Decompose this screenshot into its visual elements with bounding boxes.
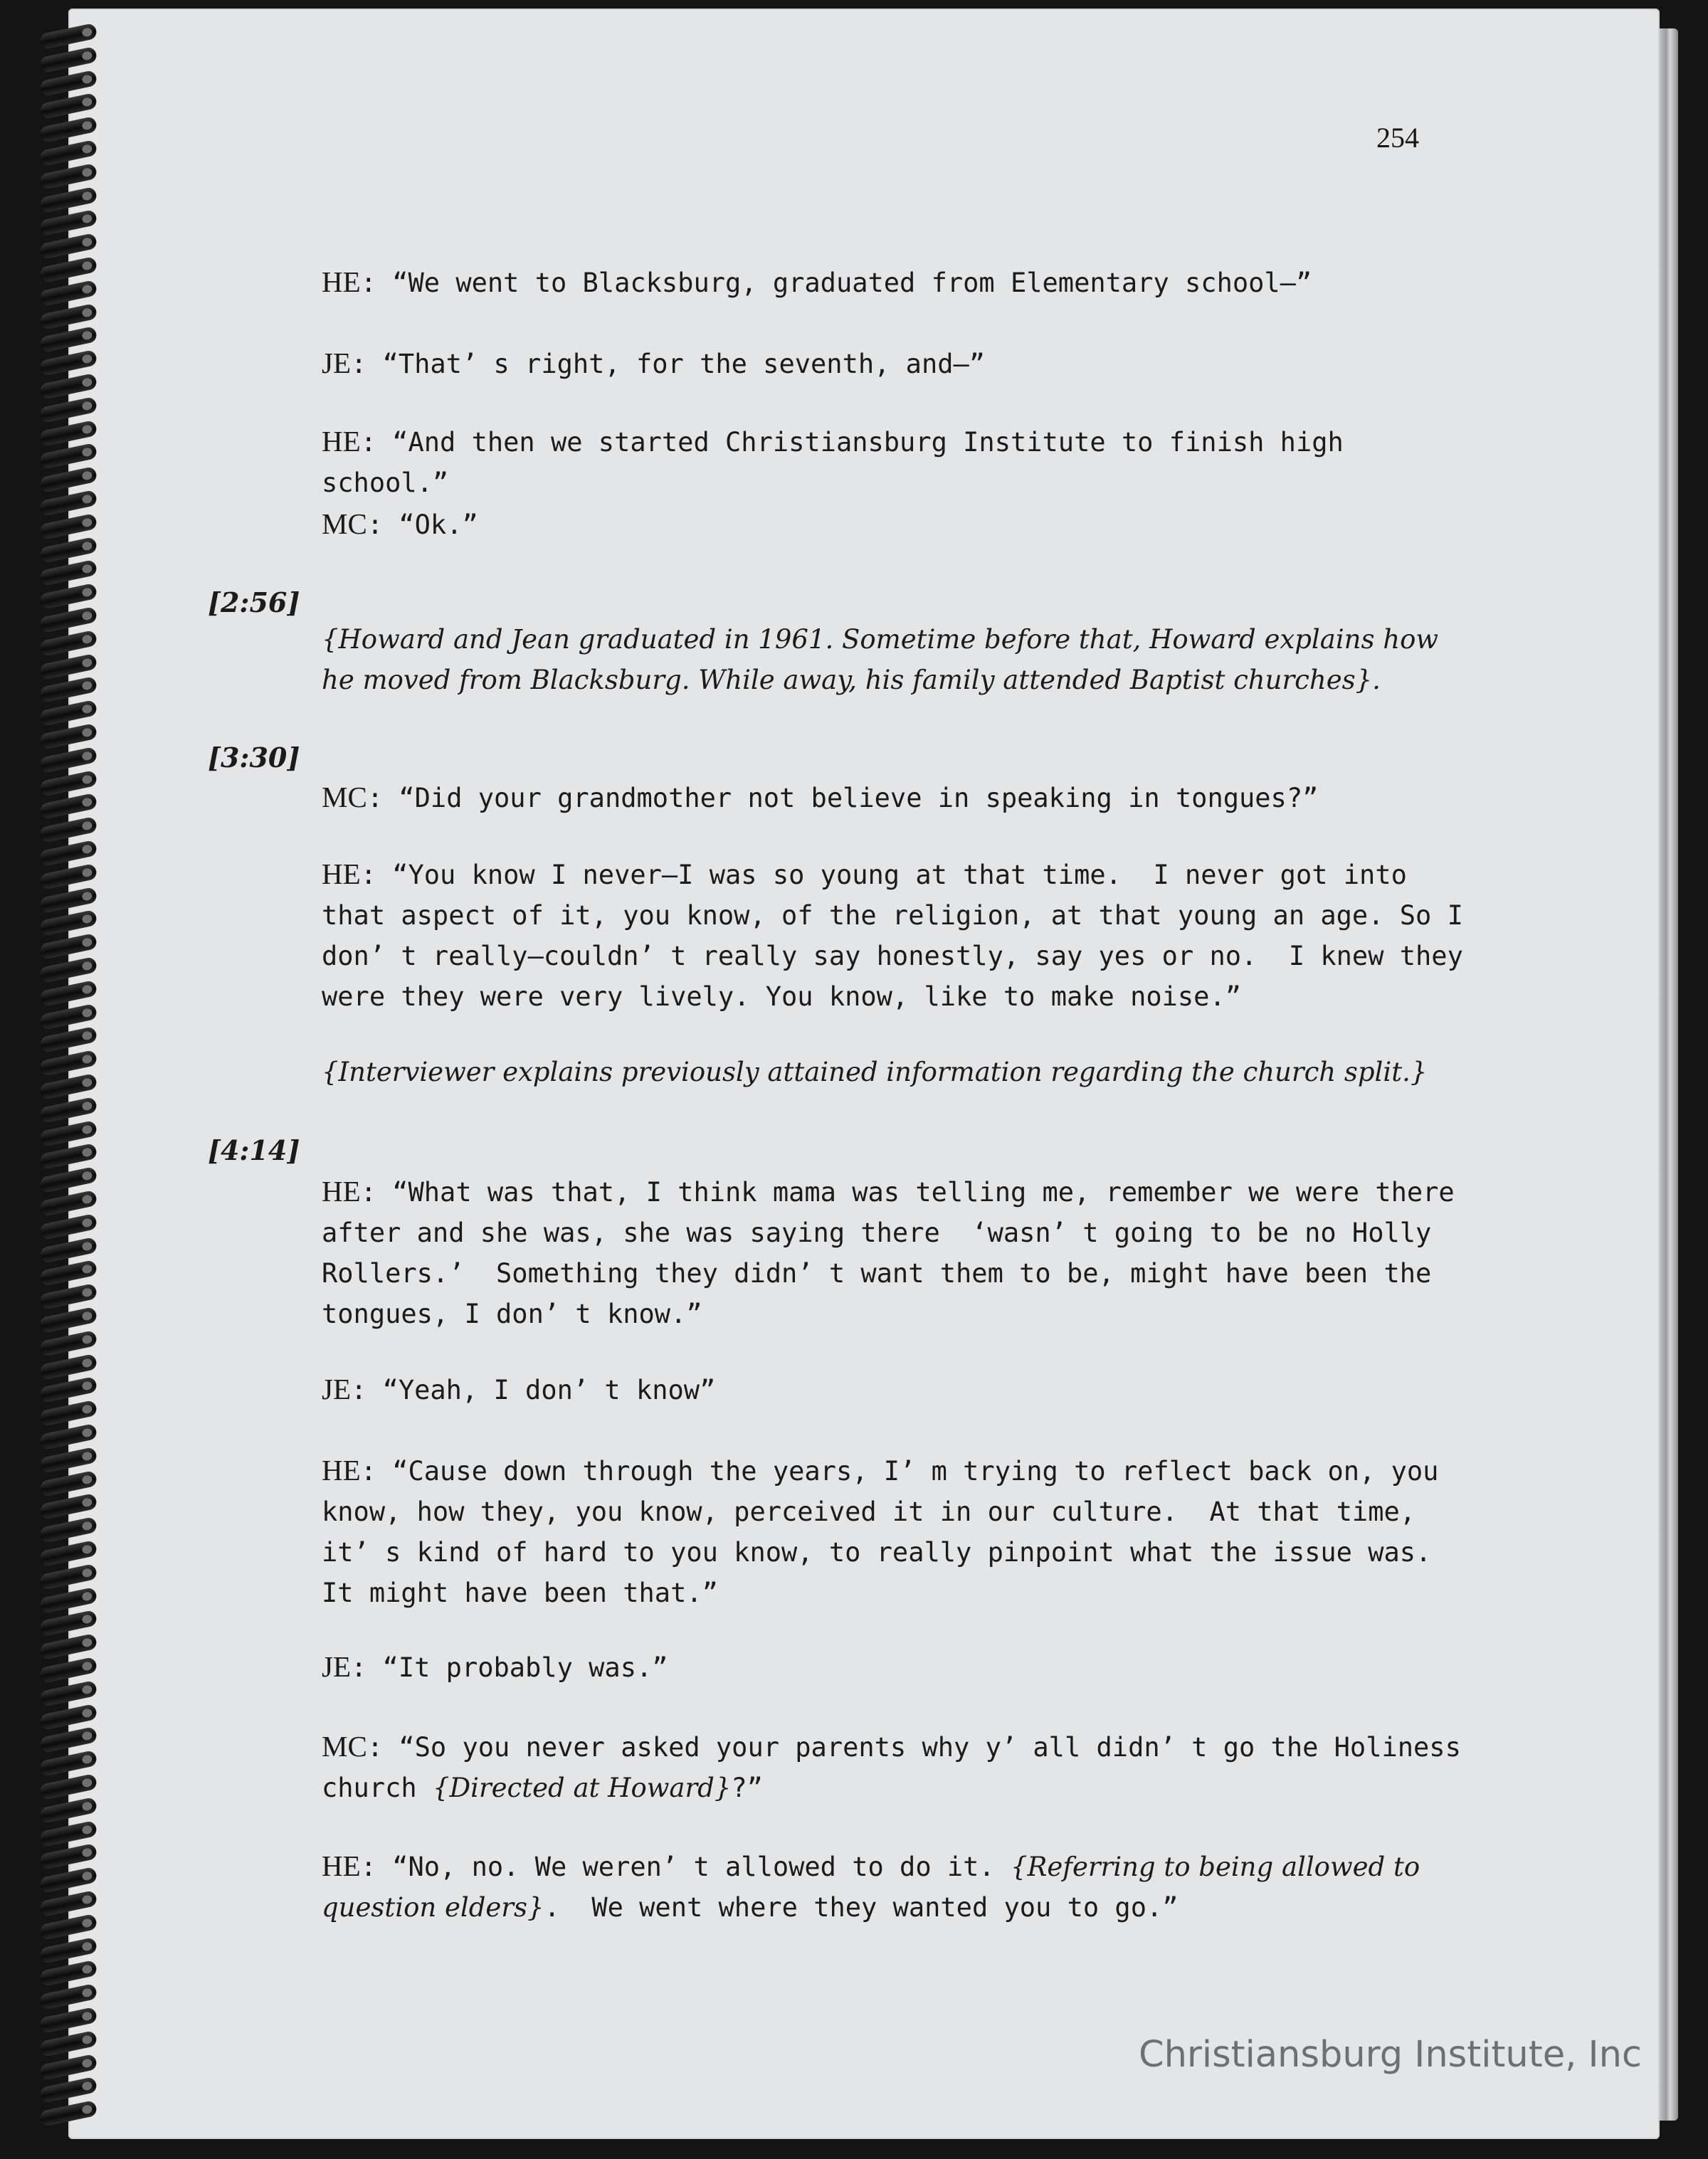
utterance: “Ok.” — [399, 510, 478, 540]
line-6: HE: “You know I never—I was so young at that time. I never got into that aspect of it, you know, of the religion, at that young an age. So I don’ t really—couldn’ t really say honestly, say yes or no. I knew they were they were very lively. You know, like to make noise.” — [322, 857, 1480, 1012]
spiral-coil — [39, 1353, 98, 1381]
spiral-coil — [39, 1003, 98, 1030]
spiral-coil — [39, 700, 98, 727]
spiral-coil — [39, 1026, 98, 1053]
spiral-coil — [39, 303, 98, 330]
utterance: “No, no. We weren’ t allowed to do it. — [392, 1852, 1011, 1882]
utterance: “What was that, I think mama was telling me, remember we were there after and she was, she was saying there ‘wasn’ t going to be no Holly Rollers.’ Something they didn’ t want them to be, might have been the tongues, I don’ t know.” — [322, 1177, 1470, 1329]
line-10: JE: “It probably was.” — [322, 1650, 668, 1683]
spiral-coil — [39, 1330, 98, 1357]
speaker: HE — [322, 265, 361, 298]
speaker: HE — [322, 425, 361, 458]
spiral-binding — [40, 28, 104, 2149]
spiral-coil — [39, 1073, 98, 1100]
speaker: MC — [322, 781, 367, 813]
spiral-coil — [39, 1097, 98, 1124]
spiral-coil — [39, 209, 98, 236]
spiral-coil — [39, 1726, 98, 1753]
spiral-coil — [39, 1820, 98, 1847]
spiral-coil — [39, 630, 98, 657]
utterance: “We went to Blacksburg, graduated from Elementary school—” — [392, 268, 1312, 298]
spiral-coil — [39, 909, 98, 936]
utterance: “It probably was.” — [382, 1652, 668, 1683]
speaker: JE — [322, 1650, 351, 1683]
spiral-coil — [39, 1190, 98, 1217]
spiral-coil — [39, 46, 98, 73]
spiral-coil — [39, 2100, 98, 2127]
spiral-coil — [39, 326, 98, 353]
utterance: “That’ s right, for the seventh, and—” — [382, 349, 986, 379]
spiral-coil — [39, 559, 98, 586]
line-2: JE: “That’ s right, for the seventh, and—” — [322, 347, 986, 379]
speaker: HE — [322, 857, 361, 890]
spiral-coil — [39, 513, 98, 540]
line-5: MC: “Did your grandmother not believe in speaking in tongues?” — [322, 781, 1319, 813]
spiral-coil — [39, 1890, 98, 1917]
spiral-coil — [39, 770, 98, 797]
spiral-coil — [39, 676, 98, 703]
speaker: HE — [322, 1849, 361, 1882]
spiral-coil — [39, 2054, 98, 2081]
spiral-coil — [39, 1120, 98, 1147]
line-12: HE: “No, no. We weren’ t allowed to do it. {Referring to being allowed to question elders}. We went where they wanted you to go.” — [322, 1849, 1428, 1923]
spiral-coil — [39, 1680, 98, 1707]
speaker: JE — [322, 347, 351, 379]
spiral-coil — [39, 863, 98, 890]
line-8: JE: “Yeah, I don’ t know” — [322, 1373, 716, 1405]
spiral-coil — [39, 443, 98, 470]
spiral-coil — [39, 746, 98, 774]
spiral-coil — [39, 2007, 98, 2034]
spiral-coil — [39, 1423, 98, 1450]
line-9: HE: “Cause down through the years, I’ m trying to reflect back on, you know, how they, you know, perceived it in our culture. At that time, it’ s kind of hard to you know, to really pinpoint what the issue was. It might have been that.” — [322, 1454, 1463, 1608]
spiral-coil — [39, 163, 98, 190]
spiral-coil — [39, 1237, 98, 1264]
spiral-coil — [39, 256, 98, 283]
spiral-coil — [39, 793, 98, 820]
speaker: MC — [322, 507, 367, 540]
line-3: HE: “And then we started Christiansburg Institute to finish high school.” — [322, 425, 1360, 498]
spiral-coil — [39, 2076, 98, 2103]
spiral-coil — [39, 1516, 98, 1543]
timestamp-3: [4:14] — [208, 1134, 300, 1166]
spiral-coil — [39, 1283, 98, 1310]
speaker: HE — [322, 1175, 361, 1208]
speaker: MC — [322, 1730, 367, 1763]
speaker: HE — [322, 1454, 361, 1487]
timestamp-2: [3:30] — [208, 741, 300, 774]
page-number: 254 — [1376, 122, 1419, 154]
line-7: HE: “What was that, I think mama was telling me, remember we were there after and she was, she was saying there ‘wasn’ t going to be no Holly Rollers.’ Something they didn’ t want them to be, might have been the tongues, I don’ t know.” — [322, 1175, 1470, 1329]
utterance: “Cause down through the years, I’ m trying to reflect back on, you know, how they, you know, perceived it in our culture. At that time, it’ s kind of hard to you know, to really pinpoint what the issue was. It might have been that.” — [322, 1456, 1463, 1608]
stage-direction: {Referring to being allowed to question elders} — [322, 1852, 1428, 1923]
spiral-coil — [39, 116, 98, 143]
utterance: “You know I never—I was so young at that time. I never got into that aspect of it, you know, of the religion, at that young an age. So I don’ t really—couldn’ t really say honestly, say yes or no. I knew they were they were very lively. You know, like to make noise.” — [322, 860, 1480, 1012]
spiral-coil — [39, 1166, 98, 1193]
spiral-coil — [39, 186, 98, 213]
spiral-coil — [39, 1143, 98, 1170]
spiral-coil — [39, 1376, 98, 1403]
line-11: MC: “So you never asked your parents why y’ all didn’ t go the Holiness church {Directed at Howard}?” — [322, 1730, 1477, 1803]
spiral-coil — [39, 349, 98, 376]
spiral-coil — [39, 1867, 98, 1894]
utterance: “So you never asked your parents why y’ all didn’ t go the Holiness church — [322, 1732, 1477, 1803]
page-stack-edge — [1658, 28, 1678, 2121]
spiral-coil — [39, 816, 98, 843]
stage-direction: {Directed at Howard} — [432, 1773, 732, 1803]
spiral-coil — [39, 2030, 98, 2057]
timestamp-1: [2:56] — [208, 586, 300, 618]
spiral-coil — [39, 980, 98, 1007]
utterance: “And then we started Christiansburg Institute to finish high school.” — [322, 427, 1360, 498]
spiral-coil — [39, 1983, 98, 2010]
spiral-coil — [39, 1657, 98, 1684]
spiral-coil — [39, 1797, 98, 1824]
spiral-coil — [39, 70, 98, 97]
spiral-coil — [39, 840, 98, 867]
spiral-coil — [39, 1960, 98, 1987]
spiral-coil — [39, 1493, 98, 1520]
spiral-coil — [39, 396, 98, 423]
line-1: HE: “We went to Blacksburg, graduated from Elementary school—” — [322, 265, 1312, 298]
spiral-coil — [39, 1400, 98, 1427]
spiral-coil — [39, 583, 98, 610]
spiral-coil — [39, 1610, 98, 1637]
spiral-coil — [39, 1937, 98, 1964]
spiral-coil — [39, 233, 98, 260]
spiral-coil — [39, 1633, 98, 1660]
spiral-coil — [39, 1260, 98, 1287]
spiral-coil — [39, 1470, 98, 1497]
spiral-coil — [39, 1773, 98, 1800]
line-4: MC: “Ok.” — [322, 507, 478, 540]
spiral-coil — [39, 606, 98, 633]
spiral-coil — [39, 466, 98, 493]
spiral-coil — [39, 1843, 98, 1870]
spiral-coil — [39, 139, 98, 167]
spiral-coil — [39, 93, 98, 120]
speaker: JE — [322, 1373, 351, 1405]
spiral-coil — [39, 537, 98, 564]
spiral-coil — [39, 1307, 98, 1334]
spiral-coil — [39, 723, 98, 750]
spiral-coil — [39, 1050, 98, 1077]
utterance: “Did your grandmother not believe in speaking in tongues?” — [399, 783, 1319, 813]
spiral-coil — [39, 420, 98, 447]
utterance: “Yeah, I don’ t know” — [382, 1375, 716, 1405]
spiral-coil — [39, 956, 98, 983]
spiral-coil — [39, 373, 98, 400]
spiral-coil — [39, 280, 98, 307]
spiral-coil — [39, 1704, 98, 1731]
editor-note-2: {Interviewer explains previously attained information regarding the church split.} — [322, 1057, 1428, 1087]
spiral-coil — [39, 933, 98, 960]
spiral-coil — [39, 1913, 98, 1941]
spiral-coil — [39, 490, 98, 517]
spiral-coil — [39, 1587, 98, 1614]
watermark: Christiansburg Institute, Inc — [1139, 2034, 1642, 2076]
spiral-coil — [39, 1540, 98, 1567]
spiral-coil — [39, 1563, 98, 1590]
spiral-coil — [39, 653, 98, 680]
editor-note-1: {Howard and Jean graduated in 1961. Sometime before that, Howard explains how he moved from Blacksburg. While away, his family attended Baptist churches}. — [322, 624, 1439, 695]
spiral-coil — [39, 887, 98, 914]
spiral-coil — [39, 1213, 98, 1240]
spiral-coil — [39, 1750, 98, 1777]
spiral-coil — [39, 1447, 98, 1474]
